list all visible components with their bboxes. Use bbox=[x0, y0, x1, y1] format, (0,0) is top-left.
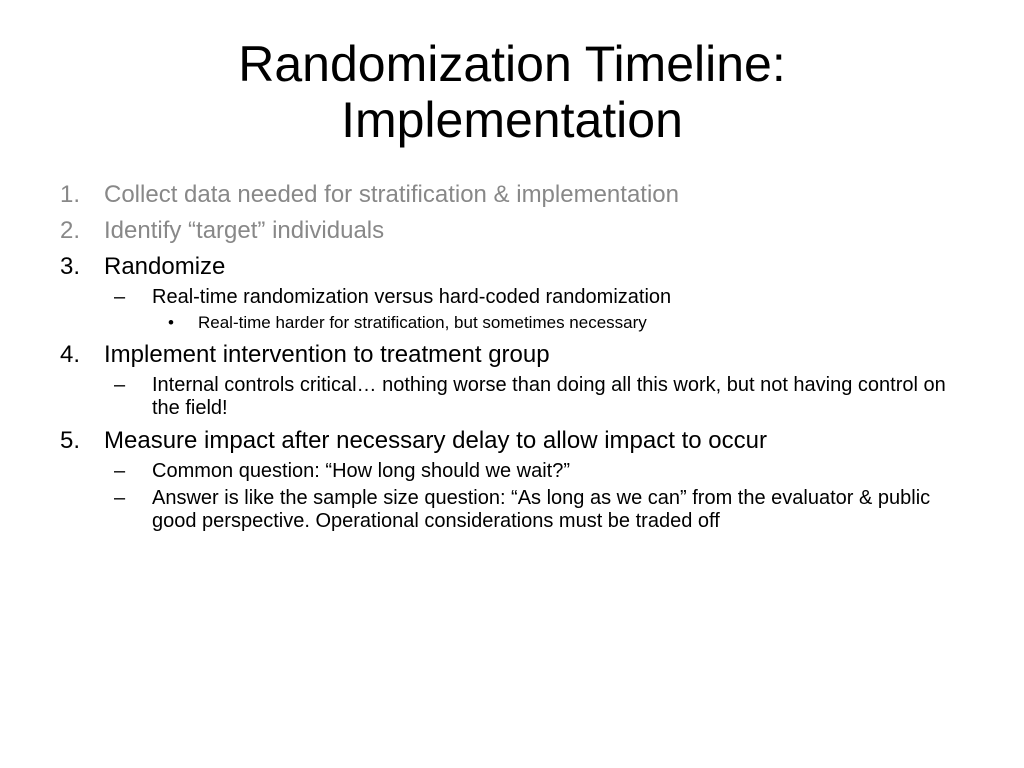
list-item-1-text: Collect data needed for stratification & implementation bbox=[104, 181, 679, 208]
list-item-4-line bbox=[60, 340, 960, 370]
sub-item-3-1-text: Real-time randomization versus hard-coded randomization bbox=[152, 286, 672, 308]
list-item-3-text: Randomize bbox=[104, 253, 226, 280]
list-item-1-number: 1. bbox=[60, 181, 81, 208]
list-item-1 bbox=[60, 180, 960, 210]
sub-item-4-1-text: Internal controls critical… nothing worse than doing all this work, but not having control on the field! bbox=[152, 374, 946, 419]
list-item-4-text: Implement intervention to treatment group bbox=[104, 341, 550, 368]
sub-item-4-1 bbox=[60, 374, 960, 420]
sub-sub-item-3-1-1-text: Real-time harder for stratification, but sometimes necessary bbox=[198, 313, 647, 332]
list-item-3 bbox=[60, 252, 960, 334]
list-item-5 bbox=[60, 426, 960, 533]
bullet-list bbox=[60, 180, 960, 539]
slide-title-line-1: Randomization Timeline: bbox=[238, 36, 786, 92]
list-item-3-number: 3. bbox=[60, 253, 81, 280]
list-item-3-line bbox=[60, 252, 960, 282]
list-item-2 bbox=[60, 216, 960, 246]
list-item-5-number: 5. bbox=[60, 427, 81, 454]
sub-item-5-2-text: Answer is like the sample size question: “As long as we can” from the evaluator & public good perspective. Operational considerations must be traded off bbox=[152, 487, 931, 532]
bullet-marker: • bbox=[168, 313, 174, 332]
sub-item-3-1 bbox=[60, 286, 960, 309]
sub-item-5-2 bbox=[60, 487, 960, 533]
list-item-4-number: 4. bbox=[60, 341, 81, 368]
slide-title-line-2: Implementation bbox=[341, 92, 683, 148]
list-item-2-text: Identify “target” individuals bbox=[104, 217, 385, 244]
list-item-1-line bbox=[60, 180, 960, 210]
dash-marker: – bbox=[114, 286, 126, 308]
dash-marker: – bbox=[114, 487, 126, 509]
list-item-4 bbox=[60, 340, 960, 420]
dash-marker: – bbox=[114, 460, 126, 482]
sub-sub-item-3-1-1 bbox=[60, 312, 960, 334]
list-item-2-number: 2. bbox=[60, 217, 81, 244]
slide-title bbox=[60, 36, 964, 148]
sub-item-5-1 bbox=[60, 460, 960, 483]
list-item-2-line bbox=[60, 216, 960, 246]
list-item-5-text: Measure impact after necessary delay to allow impact to occur bbox=[104, 427, 767, 454]
list-item-5-line bbox=[60, 426, 960, 456]
sub-item-5-1-text: Common question: “How long should we wait?” bbox=[152, 460, 570, 482]
dash-marker: – bbox=[114, 374, 126, 396]
